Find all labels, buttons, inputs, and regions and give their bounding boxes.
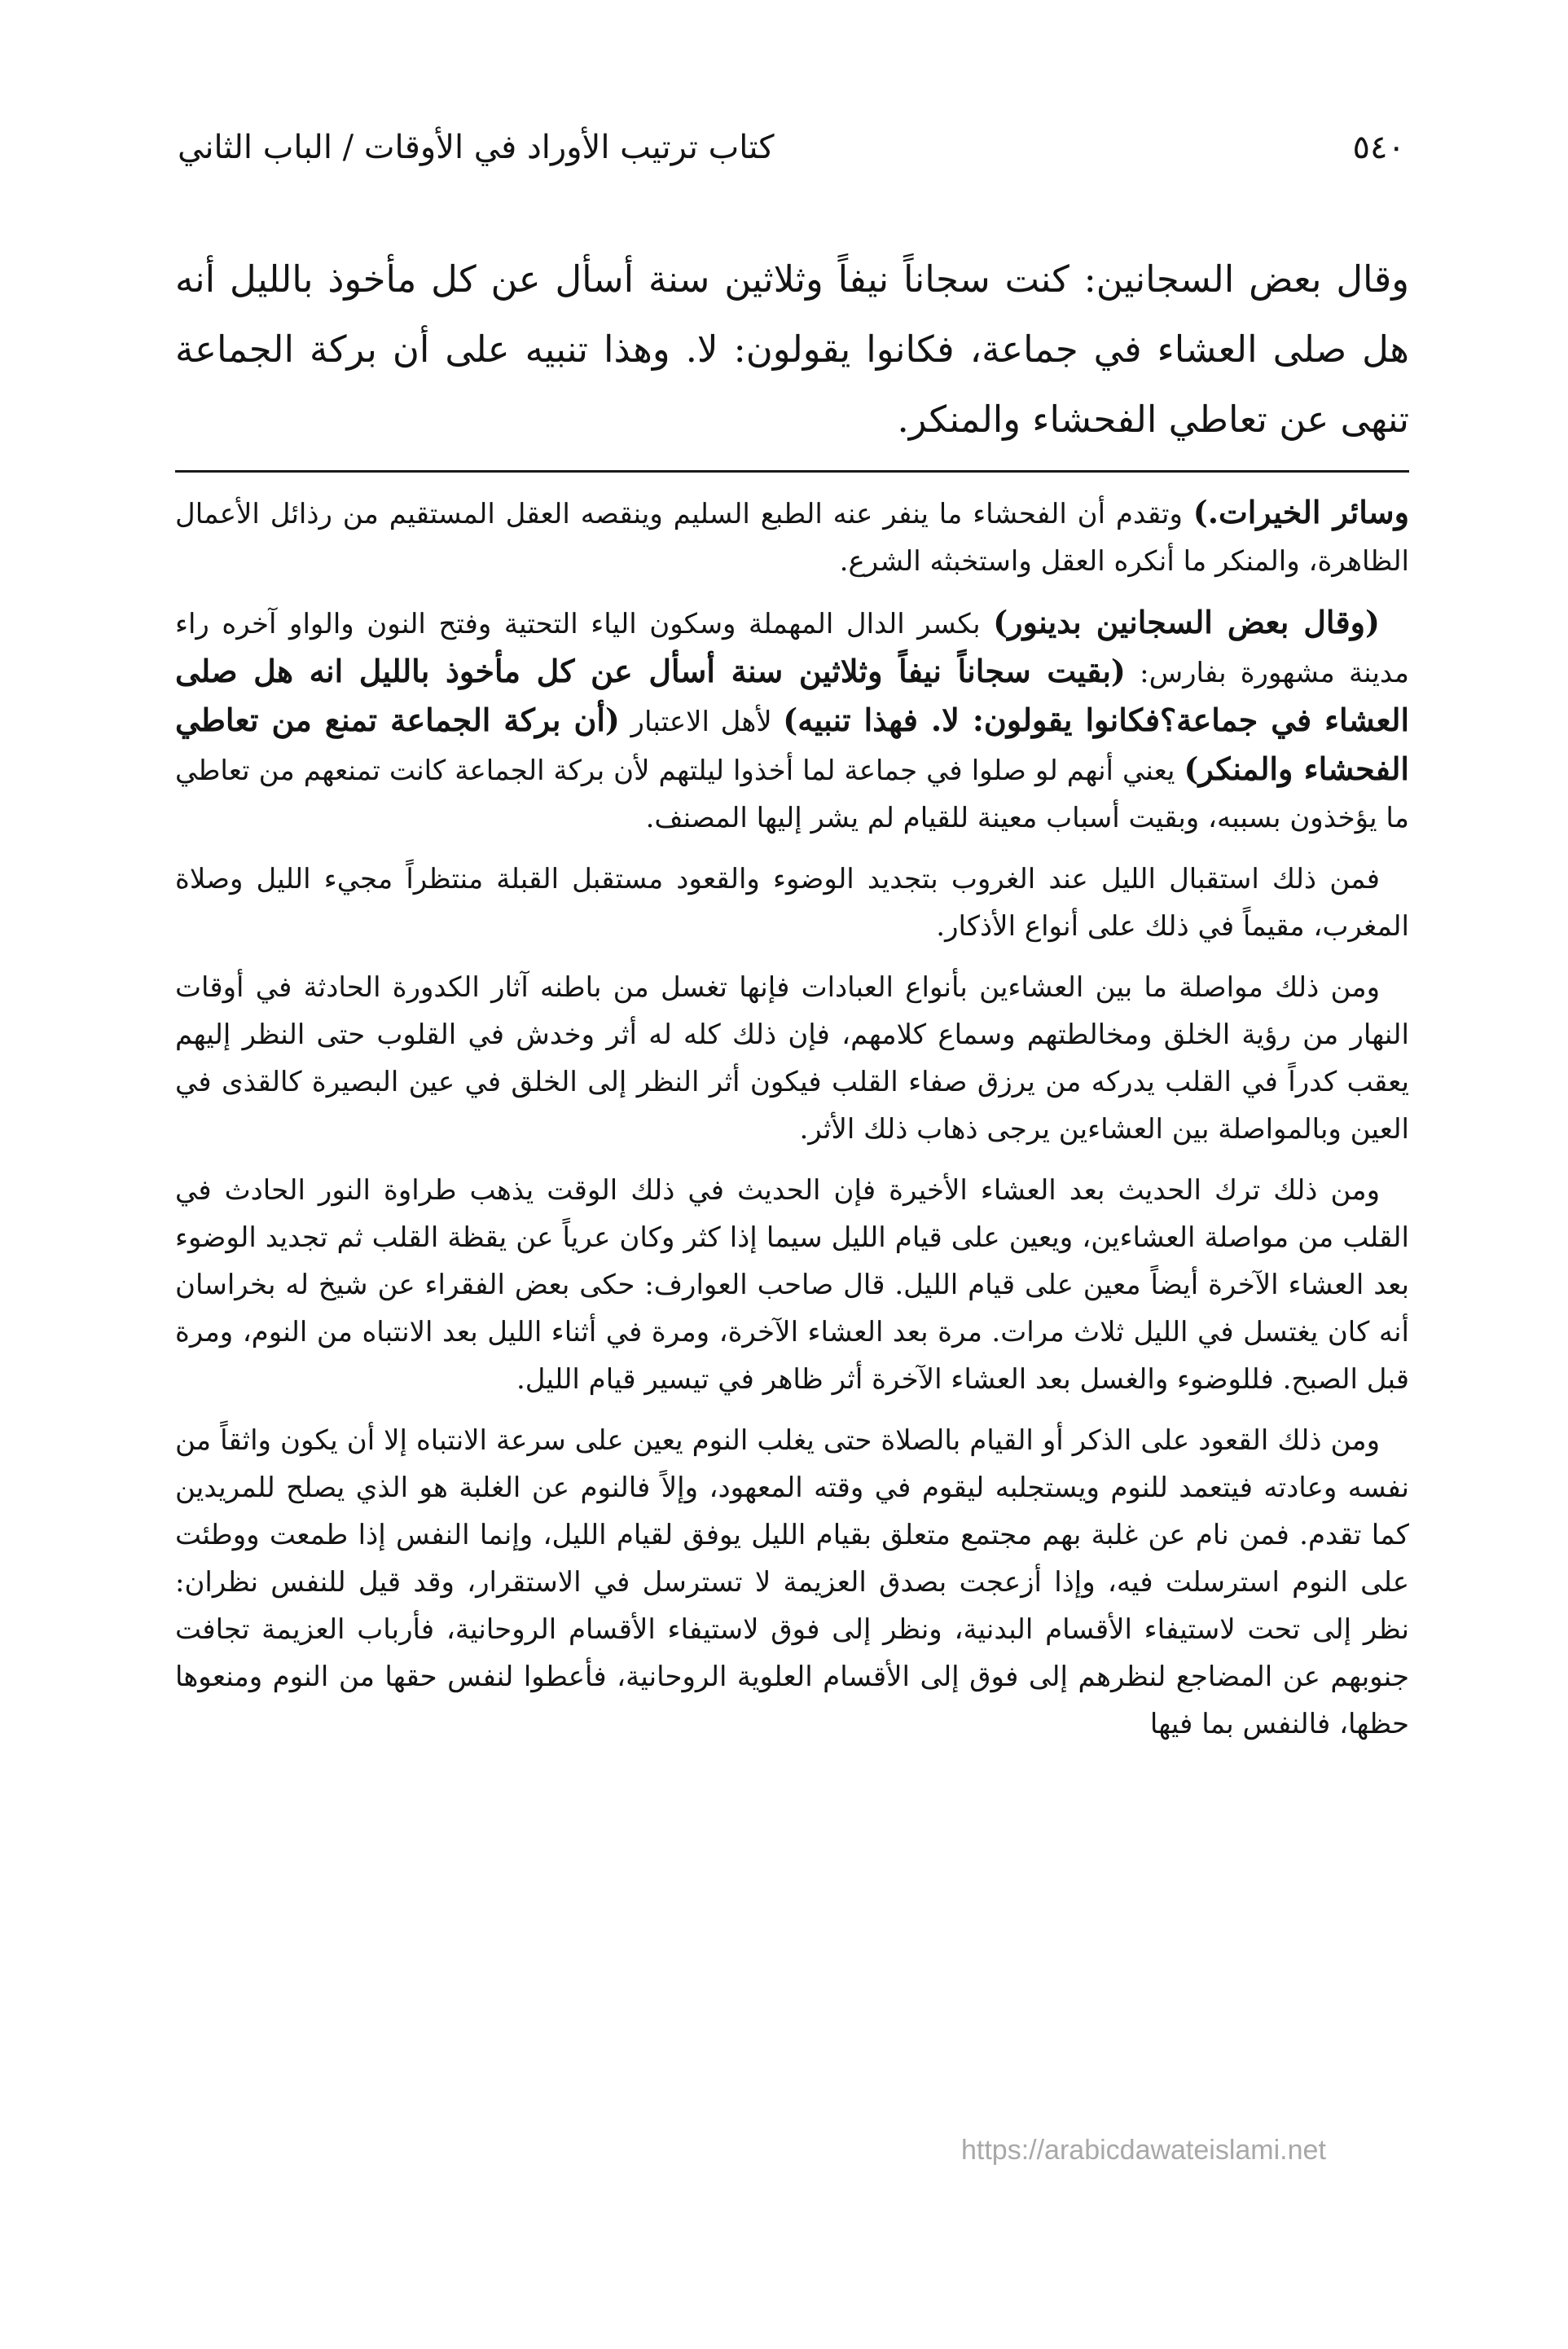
- commentary-paragraph-5: ومن ذلك ترك الحديث بعد العشاء الأخيرة فإن الحديث في ذلك الوقت يذهب طراوة النور الحادث في القلب من مواصلة العشاءين، ويعين على قيام الليل سيما إذا كثر وكان عرياً عن يقظة القلب ثم تجديد الوضوء بعد العشاء الآخرة أيضاً معين على قيام الليل. قال صاحب العوارف: حكى بعض الفقراء عن شيخ له بخراسان أنه كان يغتسل في الليل ثلاث مرات. مرة بعد العشاء الآخرة، ومرة في أثناء الليل بعد الانتباه من النوم، ومرة قبل الصبح. فللوضوء والغسل بعد العشاء الآخرة أثر ظاهر في تيسير قيام الليل.: [175, 1174, 1409, 1396]
- running-header: [178, 122, 1405, 187]
- commentary-bold: (وقال بعض السجانين بدينور): [993, 604, 1380, 640]
- commentary-text: يعني أنهم لو صلوا في جماعة لما أخذوا ليلتهم لأن بركة الجماعة كانت تمنعهم من تعاطي ما يؤخذون بسببه، وبقيت أسباب معينة للقيام لم يشر إليها المصنف.: [175, 754, 1409, 834]
- commentary-text: لأهل الاعتبار: [619, 706, 784, 738]
- commentary-bold: (بقيت سجاناً نيفاً وثلاثين سنة أسأل عن كل مأخوذ بالليل انه هل صلى العشاء في جماعة؟فكانوا يقولون: لا. فهذا تنبيه): [175, 653, 1410, 738]
- main-text: [175, 244, 1409, 455]
- commentary-paragraph-6: ومن ذلك القعود على الذكر أو القيام بالصلاة حتى يغلب النوم يعين على سرعة الانتباه إلا أن يكون واثقاً من نفسه وعادته فيتعمد للنوم ويستجلبه ليقوم في وقته المعهود، وإلاً فالنوم عن الغلبة هو الذي يصلح للمريدين كما تقدم. فمن نام عن غلبة بهم مجتمع متعلق بقيام الليل يوفق لقيام الليل، وإنما النفس إذا طمعت ووطئت على النوم استرسلت فيه، وإذا أزعجت بصدق العزيمة لا تسترسل في الاستقرار، وقد قيل للنفس نظران: نظر إلى تحت لاستيفاء الأقسام البدنية، ونظر إلى فوق لاستيفاء الأقسام الروحانية، فأرباب العزيمة تجافت جنوبهم عن المضاجع لنظرهم إلى فوق إلى الأقسام العلوية الروحانية، فأعطوا لنفس حقها من النوم ومنعوها حظها، فالنفس بما فيها: [175, 1424, 1409, 1740]
- main-paragraph: وقال بعض السجانين: كنت سجاناً نيفاً وثلاثين سنة أسأل عن كل مأخوذ بالليل أنه هل صلى العشاء في جماعة، فكانوا يقولون: لا. وهذا تنبيه على أن بركة الجماعة تنهى عن تعاطي الفحشاء والمنكر.: [175, 257, 1409, 441]
- footnote-divider: [175, 470, 1409, 473]
- commentary: [175, 489, 1409, 1762]
- commentary-paragraph-1: [175, 489, 1409, 585]
- commentary-bold: (أن بركة الجماعة تمنع من تعاطي الفحشاء والمنكر): [175, 702, 1409, 787]
- watermark-url: https://arabicdawateislami.net: [961, 2135, 1326, 2166]
- commentary-text: بكسر الدال المهملة وسكون الياء التحتية وفتح النون والواو آخره راء مدينة مشهورة بفارس:: [175, 608, 1409, 689]
- commentary-paragraph-3: فمن ذلك استقبال الليل عند الغروب بتجديد الوضوء والقعود مستقبل القبلة منتظراً مجيء الليل وصلاة المغرب، مقيماً في ذلك على أنواع الأذكار.: [175, 863, 1409, 943]
- header-title: كتاب ترتيب الأوراد في الأوقات / الباب الثاني: [178, 129, 775, 166]
- commentary-paragraph-4: ومن ذلك مواصلة ما بين العشاءين بأنواع العبادات فإنها تغسل من باطنه آثار الكدورة الحادثة في أوقات النهار من رؤية الخلق ومخالطتهم وسماع كلامهم، فإن ذلك كله له أثر وخدش في القلوب حتى النظر إليهم يعقب كدراً في القلب يدركه من يرزق صفاء القلب فيكون أثر النظر إلى الخلق في عين البصيرة كالقذى في العين وبالمواصلة بين العشاءين يرجى ذهاب ذلك الأثر.: [175, 971, 1409, 1146]
- commentary-bold: وسائر الخيرات.): [1192, 494, 1409, 530]
- commentary-text: وتقدم أن الفحشاء ما ينفر عنه الطبع السليم وينقصه العقل المستقيم من رذائل الأعمال الظاهرة، والمنكر ما أنكره العقل واستخبثه الشرع.: [175, 498, 1409, 578]
- commentary-paragraph-2: [175, 599, 1409, 842]
- page-number: ٥٤٠: [1352, 129, 1405, 166]
